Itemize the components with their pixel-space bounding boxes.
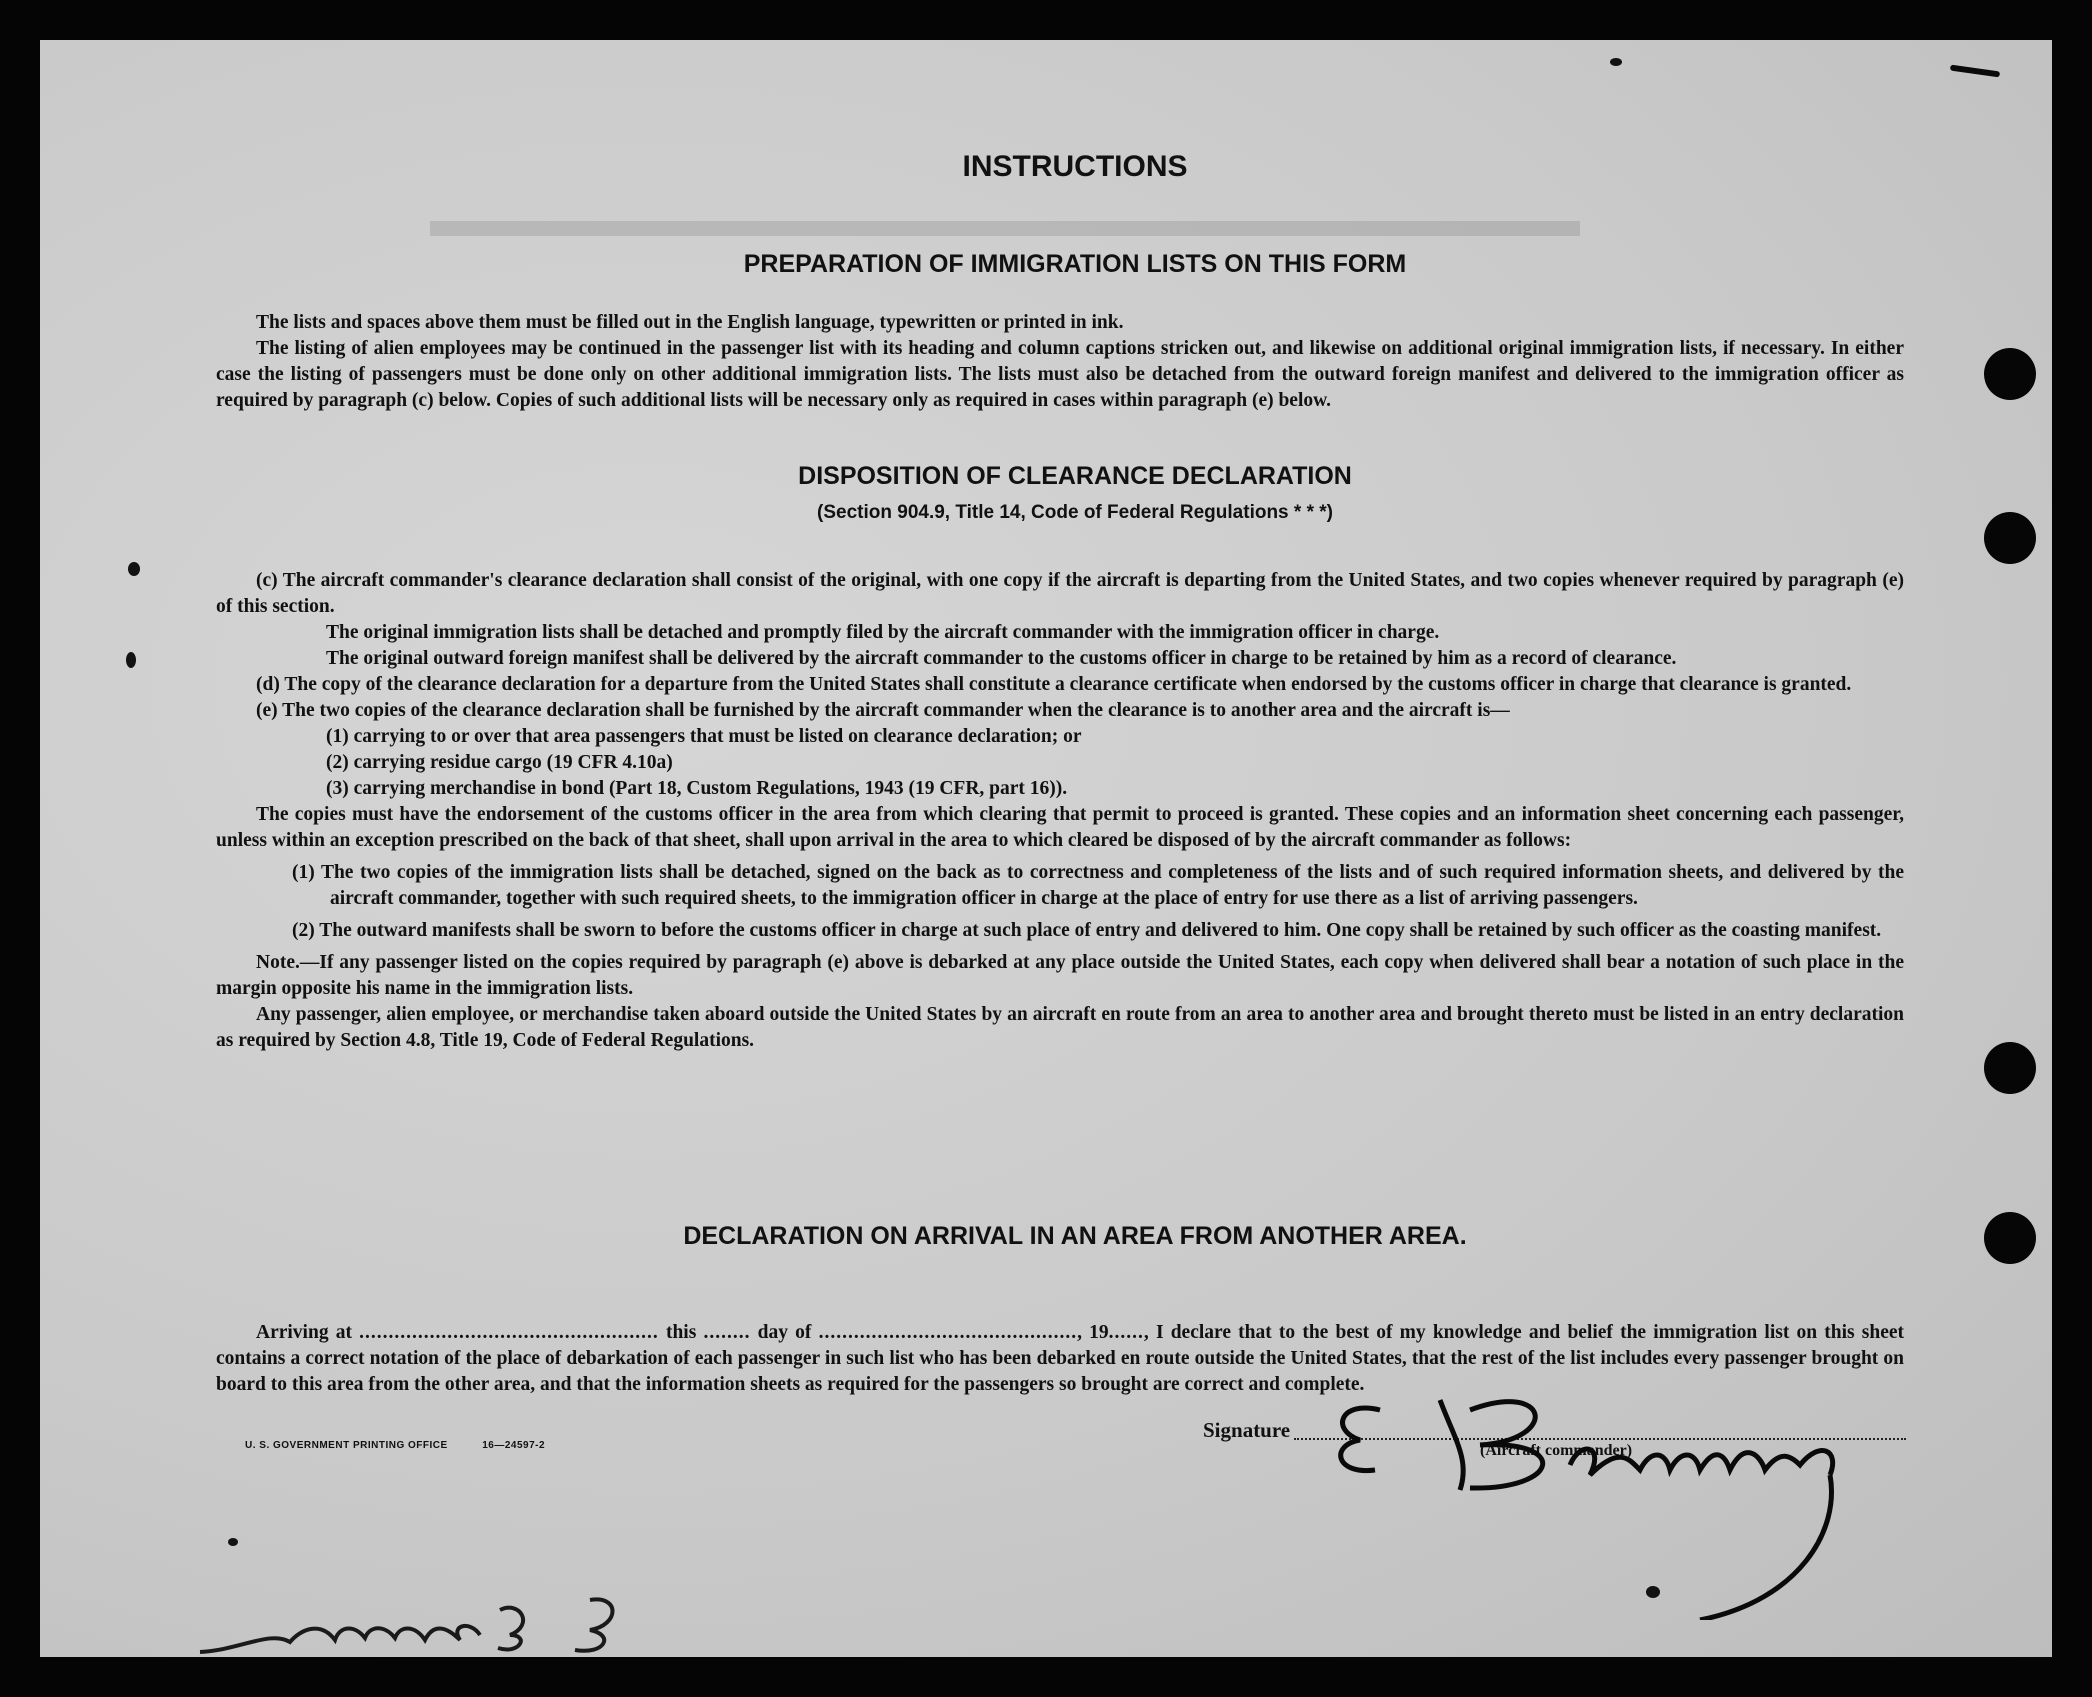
handwritten-signature (1320, 1370, 1910, 1620)
paragraph-e-1: (1) carrying to or over that area passengers that must be listed on clearance declaration; or (326, 726, 1082, 747)
disposition-section (216, 568, 1904, 1054)
ink-mark (228, 1538, 238, 1546)
bleed-through-signature (180, 1580, 620, 1657)
preparation-heading: PREPARATION OF IMMIGRATION LISTS ON THIS FORM (743, 250, 1407, 278)
ink-mark (128, 562, 140, 576)
arrival-step-1: (1) The two copies of the immigration lists shall be detached, signed on the back as to correctness and completeness of the lists and of such required information sheets, and delivered by the aircraft commander, together with such required sheets, to the immigration officer in charge at the place of entry for use there as a list of arriving passengers. (292, 862, 1904, 909)
binder-hole (1984, 512, 2036, 564)
paragraph-c: (c) The aircraft commander's clearance declaration shall consist of the original, with one copy if the aircraft is departing from the United States, and two copies whenever required by paragraph (e) of this section. (216, 570, 1904, 617)
binder-hole (1984, 1212, 2036, 1264)
arrival-step-2: (2) The outward manifests shall be sworn to before the customs officer in charge at such place of entry and delivered to him. One copy shall be retained by such officer as the coasting manifest. (292, 920, 1882, 941)
arriving-place-field[interactable]: ................................................... (359, 1322, 659, 1343)
printer-name: U. S. GOVERNMENT PRINTING OFFICE (245, 1440, 448, 1451)
instructions-content (40, 40, 2052, 1657)
page-title: INSTRUCTIONS (962, 150, 1188, 183)
paragraph-c-2 (216, 646, 1904, 672)
paragraph-e-3: (3) carrying merchandise in bond (Part 18, Custom Regulations, 1943 (19 CFR, part 16)). (326, 778, 1068, 799)
year-prefix-label: , 19 (1077, 1322, 1109, 1343)
printer-imprint (245, 1440, 545, 1451)
declaration-body: , I declare that to the best of my knowledge and belief the immigration list on this sheet contains a correct notation of the place of debarkation of each passenger in such list who has been debarked en route outside the United States, that the rest of the list includes every passenger brought on board to this area from the other area, and that the information sheets as required for the passengers so brought are correct and complete. (216, 1322, 1905, 1395)
paragraph-c-1: The original immigration lists shall be detached and promptly filed by the aircraft commander with the immigration officer in charge. (326, 622, 1440, 643)
preparation-paragraph-1: The lists and spaces above them must be filled out in the English language, typewritten or printed in ink. (256, 312, 1124, 333)
month-field[interactable]: ............................................ (818, 1322, 1078, 1343)
disposition-heading: DISPOSITION OF CLEARANCE DECLARATION (798, 462, 1352, 490)
ink-mark (1610, 58, 1622, 66)
signature-label: Signature (1203, 1418, 1291, 1442)
binder-hole (1984, 1042, 2036, 1094)
arriving-at-label: Arriving at (256, 1322, 352, 1343)
paragraph-e-2: (2) carrying residue cargo (19 CFR 4.10a) (326, 752, 673, 773)
bleed-through-text: ▬▬▬▬▬▬▬▬▬▬▬▬▬▬▬▬▬▬▬▬▬▬▬ (430, 191, 1580, 247)
copies-paragraph: The copies must have the endorsement of the customs officer in the area from which clearing that permit to proceed is granted. These copies and an information sheet concerning each passenger, unless within an exception prescribed on the back of that sheet, shall upon arrival in the area to which cleared be disposed of by the aircraft commander as follows: (216, 804, 1904, 851)
ink-mark (126, 652, 136, 668)
disposition-subtitle: (Section 904.9, Title 14, Code of Federal Regulations * * *) (817, 502, 1333, 523)
year-field[interactable]: ...... (1108, 1322, 1144, 1343)
preparation-paragraph-2: The listing of alien employees may be continued in the passenger list with its heading and column captions stricken out, and likewise on additional original immigration lists, if necessary. In either case the listing of passengers must be done only on other additional immigration lists. The lists must also be detached from the outward foreign manifest and delivered to the immigration officer as required by paragraph (c) below. Copies of such additional lists will be necessary only as required in cases within paragraph (e) below. (216, 338, 1904, 411)
ink-mark (1646, 1586, 1660, 1598)
preparation-section (216, 310, 1904, 414)
signature-caption: (Aircraft commander) (1480, 1442, 1633, 1459)
day-field[interactable]: ........ (703, 1322, 751, 1343)
note-paragraph: Note.—If any passenger listed on the copies required by paragraph (e) above is debarked at any place outside the United States, each copy when delivered shall bear a notation of such place in the margin opposite his name in the immigration lists. (216, 952, 1904, 999)
binder-hole (1984, 348, 2036, 400)
day-of-label: day of (757, 1322, 812, 1343)
document-sheet (40, 40, 2052, 1657)
entry-declaration-paragraph: Any passenger, alien employee, or merchandise taken aboard outside the United States by an aircraft en route from an area to another area and brought thereto must be listed in an entry declaration as required by Section 4.8, Title 19, Code of Federal Regulations. (216, 1004, 1904, 1051)
paragraph-e: (e) The two copies of the clearance declaration shall be furnished by the aircraft commander when the clearance is to another area and the aircraft is— (256, 700, 1510, 721)
paragraph-c-2-text: The original outward foreign manifest shall be delivered by the aircraft commander to the customs officer in charge to be retained by him as a record of clearance. (326, 648, 1677, 669)
this-label: this (665, 1322, 697, 1343)
paragraph-d: (d) The copy of the clearance declaration for a departure from the United States shall constitute a clearance certificate when endorsed by the customs officer in charge that clearance is granted. (256, 674, 1852, 695)
declaration-heading: DECLARATION ON ARRIVAL IN AN AREA FROM ANOTHER AREA. (683, 1222, 1467, 1250)
form-code: 16—24597-2 (482, 1440, 546, 1451)
